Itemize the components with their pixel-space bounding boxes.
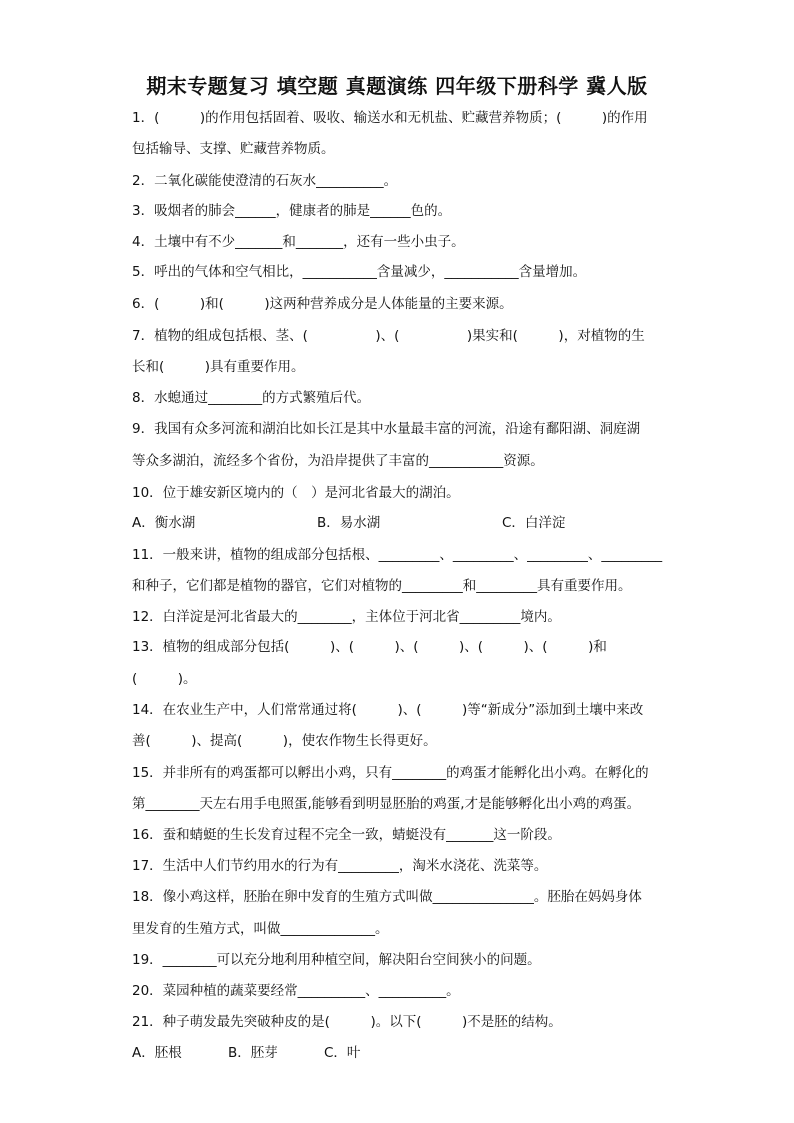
- question-line: 3．吸烟者的肺会______，健康者的肺是______色的。: [132, 203, 452, 219]
- question-line: 13．植物的组成部分包括( )、( )、( )、( )、( )和: [132, 639, 607, 655]
- question-line: 14．在农业生产中，人们常常通过将( )、( )等“新成分”添加到土壤中来改: [132, 702, 644, 718]
- question-line: 20．菜园种植的蔬菜要经常__________、__________。: [132, 983, 460, 999]
- option-b: B．易水湖: [317, 515, 381, 531]
- question-line: 12．白洋淀是河北省最大的________，主体位于河北省_________境内。: [132, 609, 561, 625]
- question-line: 4．土壤中有不少_______和_______，还有一些小虫子。: [132, 234, 465, 250]
- question-line: 17．生活中人们节约用水的行为有_________，淘米水浇花、洗菜等。: [132, 858, 548, 874]
- question-line: 等众多湖泊，流经多个省份，为沿岸提供了丰富的___________资源。: [132, 453, 544, 469]
- question-line: 8．水螅通过________的方式繁殖后代。: [132, 390, 371, 406]
- question-line: 包括输导、支撑、贮藏营养物质。: [132, 141, 335, 157]
- question-line: 19．________可以充分地利用种植空间，解决阳台空间狭小的问题。: [132, 952, 541, 968]
- question-line: 善( )、提高( )，使农作物生长得更好。: [132, 733, 437, 749]
- question-line: 里发育的生殖方式，叫做______________。: [132, 921, 389, 937]
- question-line: 2．二氧化碳能使澄清的石灰水__________。: [132, 173, 398, 189]
- question-line: 第________天左右用手电照蛋,能够看到明显胚胎的鸡蛋,才是能够孵化出小鸡的鸡蛋。: [132, 796, 641, 812]
- option-c: C．叶: [324, 1045, 361, 1061]
- question-line: 16．蚕和蜻蜓的生长发育过程不完全一致，蜻蜓没有_______这一阶段。: [132, 827, 561, 843]
- option-b: B．胚芽: [228, 1045, 278, 1061]
- question-line: 10．位于雄安新区境内的（ ）是河北省最大的湖泊。: [132, 485, 460, 501]
- question-line: 11．一般来讲，植物的组成部分包括根、_________、_________、_________、_________: [132, 547, 663, 563]
- question-line: 21．种子萌发最先突破种皮的是( )。以下( )不是胚的结构。: [132, 1014, 562, 1030]
- question-line: 9．我国有众多河流和湖泊比如长江是其中水量最丰富的河流，沿途有鄱阳湖、洞庭湖: [132, 421, 641, 437]
- question-line: 和种子，它们都是植物的器官，它们对植物的_________和_________具有重要作用。: [132, 578, 632, 594]
- question-line: 长和( )具有重要作用。: [132, 359, 305, 375]
- option-a: A．胚根: [132, 1045, 182, 1061]
- option-a: A．衡水湖: [132, 515, 196, 531]
- question-line: 18．像小鸡这样，胚胎在卵中发育的生殖方式叫做_______________。胚胎在妈妈身体: [132, 889, 642, 905]
- question-line: 5．呼出的气体和空气相比，___________含量减少，___________含量增加。: [132, 264, 587, 280]
- question-line: 7．植物的组成包括根、茎、( )、( )果实和( )，对植物的生: [132, 328, 645, 344]
- option-c: C．白洋淀: [502, 515, 566, 531]
- question-line: ( )。: [132, 671, 197, 687]
- question-line: 15．并非所有的鸡蛋都可以孵出小鸡，只有________的鸡蛋才能孵化出小鸡。在孵化的: [132, 765, 649, 781]
- page-title: 期末专题复习 填空题 真题演练 四年级下册科学 冀人版: [146, 74, 648, 98]
- question-line: 6．( )和( )这两种营养成分是人体能量的主要来源。: [132, 296, 513, 312]
- question-line: 1．( )的作用包括固着、吸收、输送水和无机盐、贮藏营养物质；( )的作用: [132, 110, 648, 126]
